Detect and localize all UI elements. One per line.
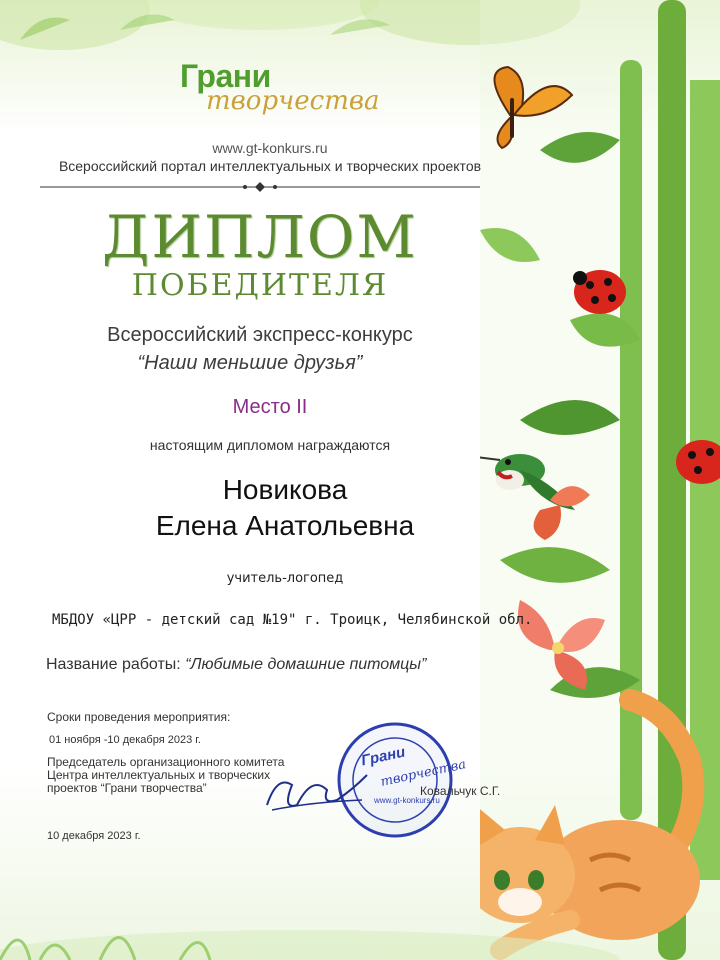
stamp-text-top: Грани — [359, 743, 407, 770]
event-dates-label: Сроки проведения мероприятия: — [47, 710, 231, 724]
site-url: www.gt-konkurs.ru — [212, 140, 328, 156]
recipient-organization: МБДОУ «ЦРР - детский сад №19" г. Троицк, Челябинской обл. — [52, 612, 533, 628]
divider-ornament — [40, 182, 480, 192]
recipient-position: учитель-логопед — [226, 571, 344, 586]
stamp-url: www.gt-konkurs.ru — [374, 796, 440, 805]
stamp-text-bottom: творчества — [379, 757, 468, 790]
place-label: Место II — [232, 396, 308, 418]
diploma-title: ДИПЛОМ — [102, 203, 418, 271]
contest-title: “Наши меньшие друзья” — [137, 352, 363, 374]
recipient-surname: Новикова — [222, 474, 348, 505]
awarded-text: настоящим дипломом награждаются — [149, 437, 391, 453]
handwritten-signature — [262, 760, 372, 820]
logo-text-bottom: творчества — [206, 86, 380, 116]
brand-logo — [180, 58, 380, 128]
recipient-given-name: Елена Анатольевна — [155, 510, 415, 541]
chair-line-2: Центра интеллектуальных и творческих — [47, 768, 271, 782]
work-title-line — [46, 656, 426, 674]
signer-name: Ковальчук С.Г. — [420, 784, 501, 798]
committee-chair — [47, 756, 287, 795]
chair-line-3: проектов “Грани творчества” — [47, 781, 207, 795]
work-label: Название работы: — [46, 656, 181, 673]
portal-subtitle: Всероссийский портал интеллектуальных и творческих проектов — [58, 158, 482, 174]
issue-date: 10 декабря 2023 г. — [47, 830, 141, 842]
chair-line-1: Председатель организационного комитета — [47, 755, 285, 769]
diploma-subtitle: ПОБЕДИТЕЛЯ — [131, 268, 389, 303]
bottom-grass-decoration — [0, 890, 720, 960]
logo-text-top: Грани — [180, 58, 271, 94]
contest-name: Всероссийский экспресс-конкурс — [107, 324, 413, 346]
event-dates-value: 01 ноября -10 декабря 2023 г. — [49, 734, 201, 746]
work-title: “Любимые домашние питомцы” — [185, 656, 427, 673]
